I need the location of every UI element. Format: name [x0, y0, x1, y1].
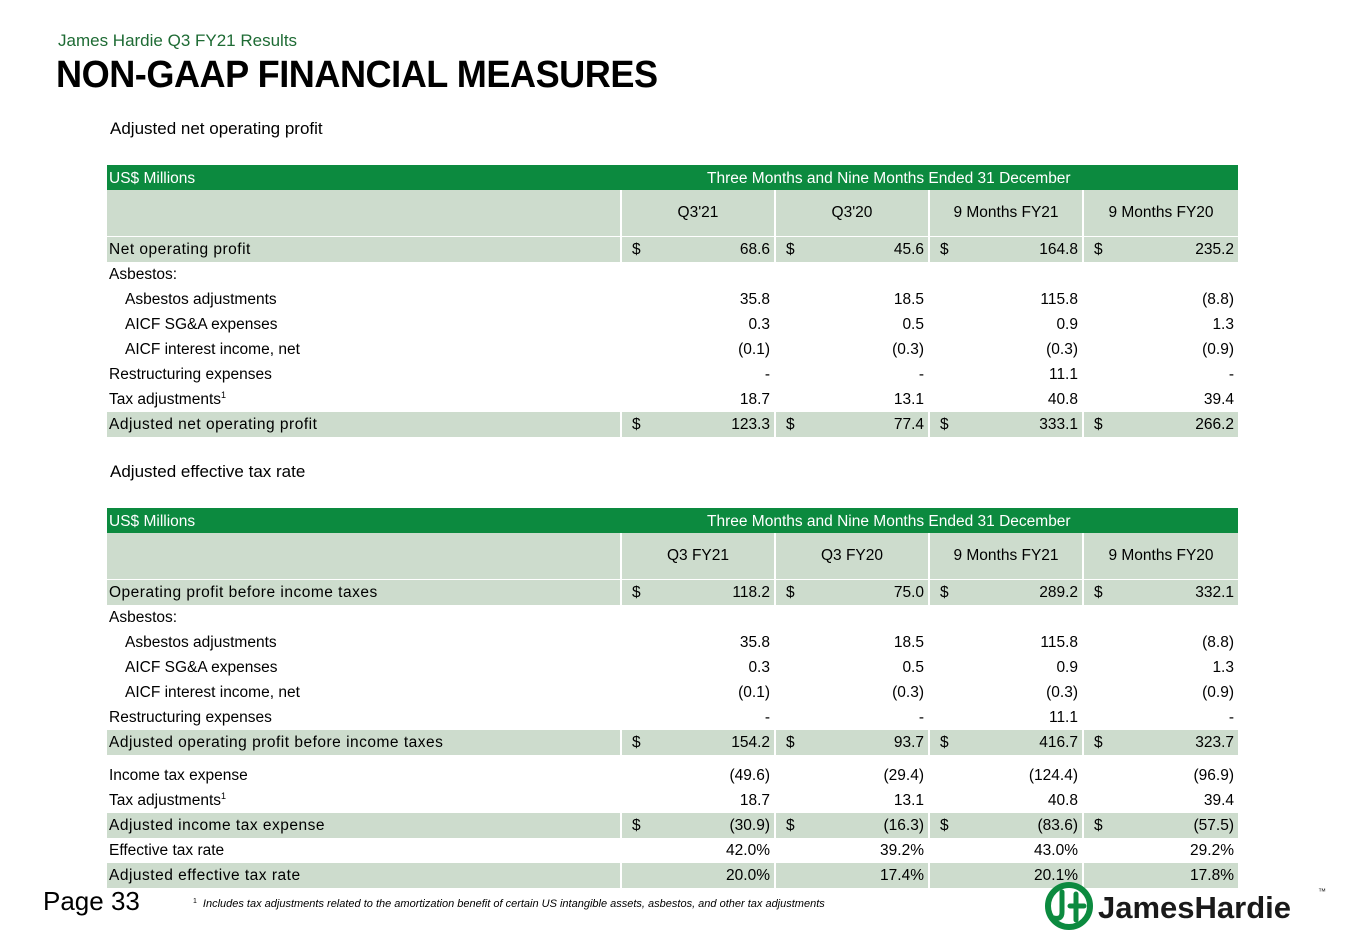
table-row [107, 237, 1238, 262]
value-cell: $ (30.9) [620, 813, 774, 838]
value-cell: $ 93.7 [774, 730, 928, 755]
table-row [107, 387, 1238, 412]
logo-trademark: ™ [1318, 887, 1326, 896]
column-header: Q3'20 [774, 190, 928, 236]
value-cell: $ 333.1 [928, 412, 1082, 437]
value-cell: 18.5 [774, 630, 928, 655]
footnote-ref: 1 [221, 791, 227, 801]
column-header: Q3 FY21 [620, 533, 774, 579]
value-cell: 13.1 [774, 387, 928, 412]
value-cell: $ 77.4 [774, 412, 928, 437]
table-adjusted-net-operating-profit [107, 165, 1238, 437]
column-header: 9 Months FY21 [928, 533, 1082, 579]
row-label: Restructuring expenses [109, 708, 272, 726]
value-cell: - [620, 362, 774, 387]
value-cell: $ (57.5) [1082, 813, 1238, 838]
value-cell: (49.6) [620, 763, 774, 788]
value-cell: $ 235.2 [1082, 237, 1238, 262]
value-cell: $ 164.8 [928, 237, 1082, 262]
value-cell: (0.1) [620, 337, 774, 362]
value-cell: (8.8) [1082, 287, 1238, 312]
value-cell: (29.4) [774, 763, 928, 788]
value-cell: $ 416.7 [928, 730, 1082, 755]
value-cell: 39.4 [1082, 788, 1238, 813]
table-row [107, 312, 1238, 337]
value-cell: 39.2% [774, 838, 928, 863]
value-cell: $ 75.0 [774, 580, 928, 605]
table-row [107, 605, 1238, 630]
row-label: AICF interest income, net [125, 340, 300, 358]
value-cell: 20.0% [620, 863, 774, 888]
column-header-row [107, 190, 1238, 236]
table-row [107, 337, 1238, 362]
table-row [107, 262, 1238, 287]
james-hardie-logo [1040, 880, 1330, 930]
value-cell: 0.9 [928, 655, 1082, 680]
row-label: AICF SG&A expenses [125, 658, 278, 676]
value-cell: - [774, 705, 928, 730]
column-header: Q3'21 [620, 190, 774, 236]
column-header: Q3 FY20 [774, 533, 928, 579]
table-row [107, 680, 1238, 705]
footnote-ref: 1 [221, 390, 227, 400]
value-cell: $ 154.2 [620, 730, 774, 755]
footnote: $^1$ Includes tax adjustments related to the amortization benefit of certain US intangible assets, asbestos, and other tax adjustments [193, 898, 825, 910]
row-label: Adjusted operating profit before income taxes [109, 733, 444, 751]
section-title-effective-tax-rate: Adjusted effective tax rate [110, 462, 306, 481]
section-title-net-operating-profit: Adjusted net operating profit [110, 119, 323, 138]
value-cell: - [1082, 362, 1238, 387]
period-header: Three Months and Nine Months Ended 31 December [707, 170, 1071, 187]
value-cell: 17.4% [774, 863, 928, 888]
table-row [107, 412, 1238, 437]
value-cell: $ 266.2 [1082, 412, 1238, 437]
units-label: US$ Millions [109, 170, 196, 187]
column-header: 9 Months FY21 [928, 190, 1082, 236]
row-label: Restructuring expenses [109, 365, 272, 383]
value-cell: (124.4) [928, 763, 1082, 788]
value-cell: $ 68.6 [620, 237, 774, 262]
table-row [107, 362, 1238, 387]
units-label: US$ Millions [109, 513, 196, 530]
value-cell: $ 332.1 [1082, 580, 1238, 605]
row-label: Effective tax rate [109, 841, 225, 859]
value-cell: 115.8 [928, 287, 1082, 312]
row-label: Net operating profit [109, 240, 251, 258]
table-row [107, 287, 1238, 312]
value-cell: 0.9 [928, 312, 1082, 337]
value-cell: $ 289.2 [928, 580, 1082, 605]
value-cell: 13.1 [774, 788, 928, 813]
table-row [107, 705, 1238, 730]
value-cell: (0.3) [928, 337, 1082, 362]
page-title: NON-GAAP FINANCIAL MEASURES [56, 54, 658, 96]
footnote-marker: 1 [193, 898, 197, 905]
value-cell: (0.1) [620, 680, 774, 705]
report-subtitle: James Hardie Q3 FY21 Results [58, 31, 298, 50]
value-cell: 0.3 [620, 655, 774, 680]
table-row [107, 788, 1238, 813]
row-label: Operating profit before income taxes [109, 583, 378, 601]
value-cell: (0.3) [928, 680, 1082, 705]
value-cell: 39.4 [1082, 387, 1238, 412]
value-cell: $ 118.2 [620, 580, 774, 605]
table-row [107, 655, 1238, 680]
value-cell: - [774, 362, 928, 387]
value-cell: (0.3) [774, 337, 928, 362]
table-header-bar [107, 165, 1238, 190]
row-label: Asbestos: [109, 265, 178, 283]
value-cell: 42.0% [620, 838, 774, 863]
row-label: Adjusted effective tax rate [109, 866, 301, 884]
value-cell: 18.7 [620, 387, 774, 412]
row-label: AICF SG&A expenses [125, 315, 278, 333]
value-cell: $ (83.6) [928, 813, 1082, 838]
value-cell: $ 123.3 [620, 412, 774, 437]
value-cell: $ 323.7 [1082, 730, 1238, 755]
value-cell: (96.9) [1082, 763, 1238, 788]
period-header: Three Months and Nine Months Ended 31 December [707, 513, 1071, 530]
value-cell: (8.8) [1082, 630, 1238, 655]
row-label: Adjusted income tax expense [109, 816, 325, 834]
row-label: Asbestos: [109, 608, 178, 626]
table-header-bar [107, 508, 1238, 533]
column-header: 9 Months FY20 [1082, 190, 1238, 236]
value-cell: 115.8 [928, 630, 1082, 655]
table-adjusted-effective-tax-rate [107, 508, 1238, 888]
table-row [107, 580, 1238, 605]
value-cell: - [1082, 705, 1238, 730]
row-label: AICF interest income, net [125, 683, 300, 701]
value-cell: 11.1 [928, 705, 1082, 730]
row-label: Asbestos adjustments [125, 633, 277, 651]
value-cell: 40.8 [928, 788, 1082, 813]
value-cell: 29.2% [1082, 838, 1238, 863]
value-cell: $ (16.3) [774, 813, 928, 838]
row-label: Adjusted net operating profit [109, 415, 318, 433]
value-cell: 0.5 [774, 312, 928, 337]
value-cell: (0.9) [1082, 680, 1238, 705]
value-cell: 11.1 [928, 362, 1082, 387]
value-cell: 20.1% [928, 863, 1082, 888]
value-cell: 35.8 [620, 630, 774, 655]
value-cell: 18.7 [620, 788, 774, 813]
table-row [107, 813, 1238, 838]
value-cell: 0.3 [620, 312, 774, 337]
value-cell: 1.3 [1082, 655, 1238, 680]
table-row [107, 730, 1238, 755]
table-row [107, 838, 1238, 863]
value-cell: 17.8% [1082, 863, 1238, 888]
value-cell: (0.9) [1082, 337, 1238, 362]
row-label: Tax adjustments$^1$ [109, 791, 227, 809]
column-header: 9 Months FY20 [1082, 533, 1238, 579]
value-cell: 18.5 [774, 287, 928, 312]
logo-mark-icon [1054, 892, 1084, 920]
value-cell: (0.3) [774, 680, 928, 705]
logo-wordmark: JamesHardie [1098, 890, 1292, 925]
table-row [107, 763, 1238, 788]
value-cell: 1.3 [1082, 312, 1238, 337]
row-label: Tax adjustments$^1$ [109, 390, 227, 408]
value-cell: - [620, 705, 774, 730]
value-cell: $ 45.6 [774, 237, 928, 262]
value-cell: 0.5 [774, 655, 928, 680]
value-cell: 35.8 [620, 287, 774, 312]
page-number: Page 33 [43, 886, 140, 916]
value-cell: 40.8 [928, 387, 1082, 412]
table-row [107, 630, 1238, 655]
value-cell: 43.0% [928, 838, 1082, 863]
row-label: Asbestos adjustments [125, 290, 277, 308]
column-header-row [107, 533, 1238, 579]
row-label: Income tax expense [109, 766, 248, 784]
